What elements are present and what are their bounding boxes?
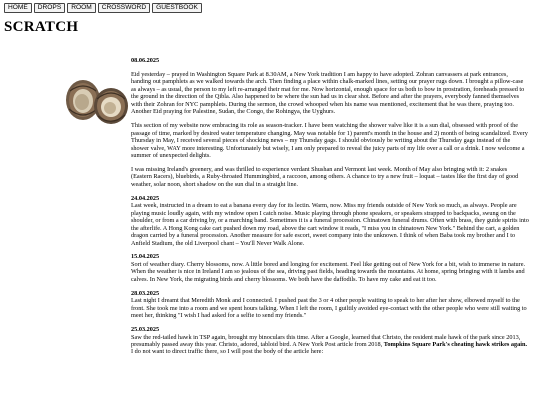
site-title: SCRATCH <box>4 19 79 35</box>
oyster-right <box>94 88 128 124</box>
diary-entry <box>131 326 529 356</box>
entry-date: 25.03.2025 <box>131 326 160 334</box>
entry-paragraph: This section of my website now embracing its role as season-tracker. I have been watching the shower valve like it is a sun dial, obsessed with proof of the passage of time, marked by desired water temperature changing. May was notable for 1) parent's month in the house and 2) month of being scandalized. Every Thursday in May, I received several pieces of shocking news – my Thursday gags. I should obviously be writing about the Thursday gags instead of the shower valve, WAY more interesting. Unfortunately but wisely, I am only prepared to reveal the juicy parts of my life over a call or a drink. I now welcome a summer of unexpected delights. <box>131 122 528 159</box>
nav-room-button[interactable]: ROOM <box>67 3 96 13</box>
nav-drops-button[interactable]: DROPS <box>34 3 65 13</box>
diary-entry <box>131 290 529 320</box>
entry-paragraph: Last week, instructed in a dream to eat a banana every day for its lectin. Warm, now. Miss my friends outside of New York so much, as always. People are playing music loudly again, with my window open I catch noise. Music playing through phone speakers, or speakers strapped to backpacks, swung on the shoulder, or from a car driving by, or a marching band. Sometimes it is a funeral procession. Chinatown funeral drums. Often with brass, they guide spirits into the afterlife. A Hong Kong cake cart pushed down my road, above the cart window it reads, "I miss you in chinatown New York." Behind the cart, a golden dragon carried by a funeral procession. Another measure for safe escort, sweet company into the unknown. I think of when Baba took my brother and I to Anfield Stadium, the old Liverpool chant – You'll Never Walk Alone. <box>131 202 529 247</box>
entry-paragraph: Last night I dreamt that Meredith Monk and I connected. I pushed past the 3 or 4 other people waiting to speak to her after her show, elbowed myself to the front. She took me into a room and we spent hours talking. When I left the room, I guiltily avoided eye-contact with the other people who were still waiting to meet her, thinking "I wish I had asked for a selfie to send my friends." <box>131 297 527 320</box>
entry-text: I do not want to direct traffic there, so I will post the body of the article here: <box>131 348 324 356</box>
top-nav <box>4 3 202 13</box>
entry-date: 08.06.2025 <box>131 57 160 64</box>
diary-content <box>131 57 529 362</box>
entry-date: 24.04.2025 <box>131 194 160 202</box>
diary-entry <box>131 57 529 188</box>
entry-paragraph <box>131 334 529 356</box>
diary-entry <box>131 253 529 283</box>
oysters-photo <box>64 73 130 129</box>
entry-text: Saw the red-tailed hawk in TSP again, brought my binoculars this time. After a Google, learned that Christo, the resident male hawk of the park since 2013, presumably passed away this year. Christo, adored, tabloid bird. A New York Post article from 2018, <box>131 333 521 348</box>
nav-home-button[interactable]: HOME <box>4 3 32 13</box>
oyster-left <box>66 80 100 120</box>
entry-paragraph: Sort of weather diary. Cherry blossoms, now. A little bored and longing for excitement. Feel like getting out of New York for a bit, wish to immerse in nature. When the weather is nice in Ireland I am so jealous of the sea, driving past fields, heading towards the mountains. At home, spring bringing with it lambs and calves. In New York, the migrating birds and cherry blossoms. We both have the daffodils. To have my cake and eat it too. <box>131 260 526 283</box>
nav-crossword-button[interactable]: CROSSWORD <box>98 3 150 13</box>
entry-paragraph: Eid yesterday – prayed in Washington Square Park at 8.30AM, a New York tradition I am happy to have adopted. Zohran canvassers at park entrances, handing out pamphlets as we walked towards the arch. Then finding a place within chalk-marked lines, setting our prayer rugs down. I brought a pillow-case as always – as usual, the person to my left re-arranged their mat for me. Now horizontal, enough space for us both to bow in prostration, foreheads pressed to the ground in the direction of the Qibla. Also happened to be where the sun had us in clear shot. Before and after the prayers, everybody fanned themselves with their Zohran for NYC pamphlets. During the sermon, the crowd whooped when his name was mentioned, excitement that he was there, praying too. Another Eid praying for Palestine, Sudan, the Congo, the Rohingya, the Uyghurs. <box>131 70 525 116</box>
article-headline: Tompkins Square Park's cheating hawk strikes again. <box>383 341 528 348</box>
entry-paragraph: I was missing Ireland's greenery, and was thrilled to experience verdant Shushan and Vermont last week. Month of May also bringing with it: 2 snakes (Eastern Racers), bluebirds, a Ruby-throated Hummingbird, a raccoon, among others. A chance to try a new fruit – loquat – tastes like the first day of good weather, solar noon, short shadow on the sun dial in a straight line. <box>131 165 519 188</box>
entry-date: 15.04.2025 <box>131 253 160 261</box>
entry-date: 28.03.2025 <box>131 289 160 297</box>
nav-guestbook-button[interactable]: GUESTBOOK <box>152 3 202 13</box>
diary-entry <box>131 195 529 247</box>
